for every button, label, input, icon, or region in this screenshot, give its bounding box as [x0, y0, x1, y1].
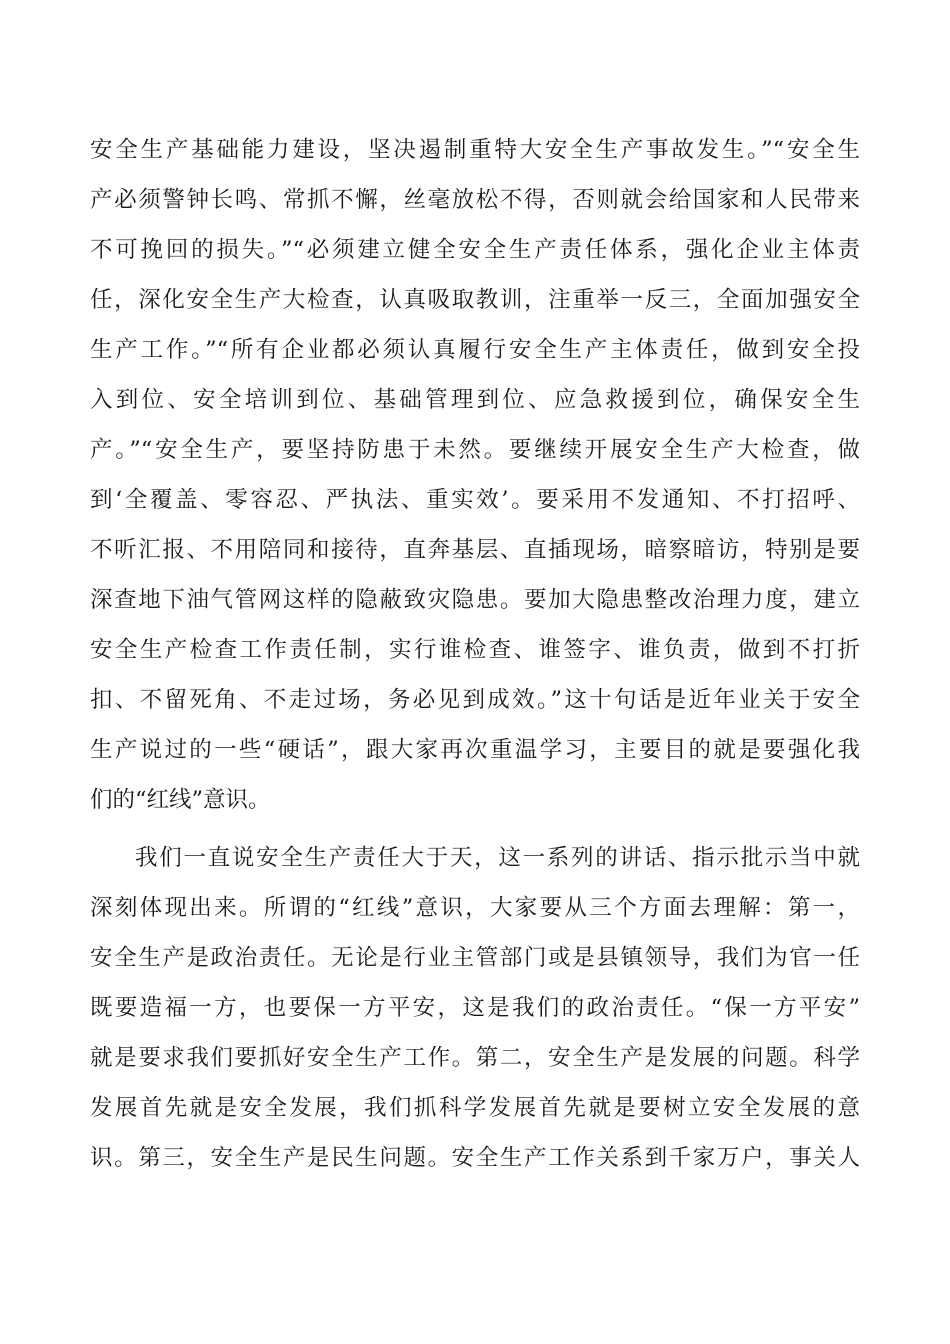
text-line: 产必须警钟长鸣、常抓不懈，丝毫放松不得，否则就会给国家和人民带来	[90, 187, 860, 213]
text-line: 安全生产是政治责任。无论是行业主管部门或是县镇领导，我们为官一任	[90, 945, 860, 971]
text-line: 生产工作。”“所有企业都必须认真履行安全生产主体责任，做到安全投	[90, 337, 860, 363]
text-line: 深查地下油气管网这样的隐蔽致灾隐患。要加大隐患整改治理力度，建立	[90, 587, 860, 613]
text-line: 入到位、安全培训到位、基础管理到位、应急救援到位，确保安全生	[90, 387, 860, 413]
text-line: 们的“红线”意识。	[90, 787, 271, 813]
text-line: 产。”“安全生产，要坚持防患于未然。要继续开展安全生产大检查，做	[90, 437, 860, 463]
text-line: 识。第三，安全生产是民生问题。安全生产工作关系到千家万户，事关人	[90, 1145, 860, 1171]
text-line: 安全生产检查工作责任制，实行谁检查、谁签字、谁负责，做到不打折	[90, 637, 860, 663]
text-line: 我们一直说安全生产责任大于天，这一系列的讲话、指示批示当中就	[135, 845, 860, 871]
text-line: 任，深化安全生产大检查，认真吸取教训，注重举一反三，全面加强安全	[90, 287, 860, 313]
text-line: 安全生产基础能力建设，坚决遏制重特大安全生产事故发生。”“安全生	[90, 137, 860, 163]
text-line: 不可挽回的损失。”“必须建立健全安全生产责任体系，强化企业主体责	[90, 237, 860, 263]
text-line: 生产说过的一些“硬话”，跟大家再次重温学习，主要目的就是要强化我	[90, 737, 860, 763]
text-line: 既要造福一方，也要保一方平安，这是我们的政治责任。“保一方平安”	[90, 995, 860, 1021]
text-line: 发展首先就是安全发展，我们抓科学发展首先就是要树立安全发展的意	[90, 1095, 860, 1121]
text-line: 深刻体现出来。所谓的“红线”意识，大家要从三个方面去理解：第一，	[90, 895, 860, 921]
text-line: 不听汇报、不用陪同和接待，直奔基层、直插现场，暗察暗访，特别是要	[90, 537, 860, 563]
text-line: 扣、不留死角、不走过场，务必见到成效。”这十句话是近年业关于安全	[90, 687, 860, 713]
text-line: 就是要求我们要抓好安全生产工作。第二，安全生产是发展的问题。科学	[90, 1045, 860, 1071]
text-line: 到‘全覆盖、零容忍、严执法、重实效’。要采用不发通知、不打招呼、	[90, 487, 860, 513]
